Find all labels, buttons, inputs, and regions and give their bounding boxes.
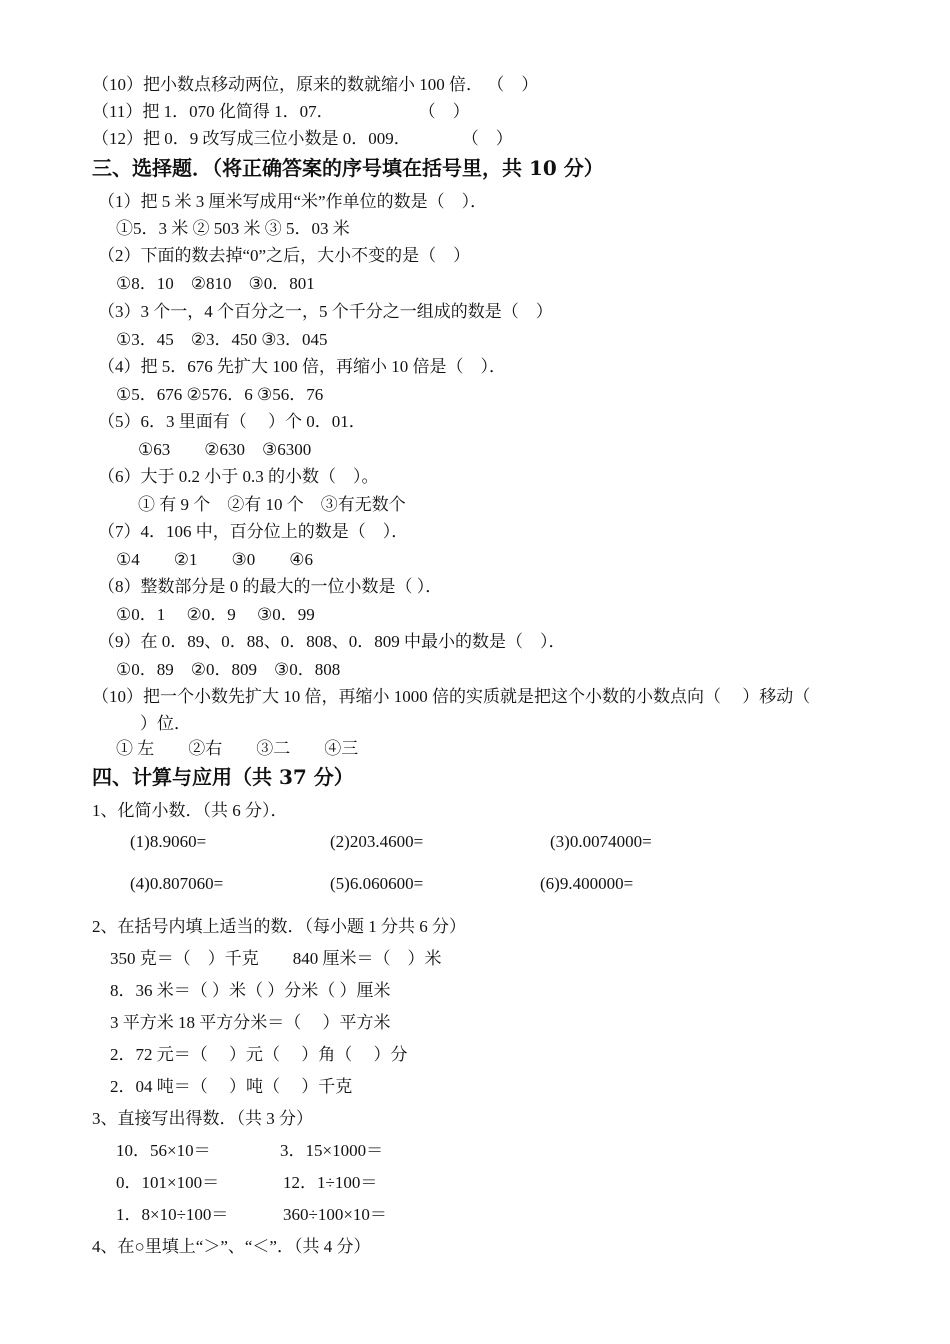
q3-10-options: ① 左 ②右 ③二 ④三 <box>116 739 359 758</box>
q4-2-title: 2、在括号内填上适当的数．（每小题 1 分共 6 分） <box>92 917 466 936</box>
q3-2-options: ①8．10 ②810 ③0．801 <box>116 274 315 293</box>
q3-1-text: （1）把 5 米 3 厘米写成用“米”作单位的数是（ ）． <box>98 192 488 211</box>
q4-2-line-1: 350 克＝（ ）千克 840 厘米＝（ ）米 <box>110 949 442 968</box>
q3-7-text: （7）4．106 中，百分位上的数是（ ）． <box>98 522 409 541</box>
q3-3-options: ①3．45 ②3．450 ③3．045 <box>116 330 328 349</box>
q4-1-item-2: (2)203.4600= <box>330 832 424 851</box>
q4-3-item-5: 1．8×10÷100＝ <box>116 1205 229 1224</box>
q4-2-line-4: 2．72 元＝（ ）元（ ）角（ ）分 <box>110 1045 408 1064</box>
q4-3-title: 3、直接写出得数．（共 3 分） <box>92 1109 313 1128</box>
q3-10-text: （10）把一个小数先扩大 10 倍，再缩小 1000 倍的实质就是把这个小数的小数点向（ ）移动（ <box>92 687 811 706</box>
judge-item-12: （12）把 0．9 改写成三位小数是 0．009． （ ） <box>92 129 513 148</box>
q4-1-item-1: (1)8.9060= <box>130 832 207 851</box>
q4-3-item-3: 0．101×100＝ <box>116 1173 220 1192</box>
q4-2-line-2: 8．36 米＝（ ）米（ ）分米（ ）厘米 <box>110 981 391 1000</box>
q4-3-item-4: 12．1÷100＝ <box>283 1173 378 1192</box>
q3-1-options: ①5．3 米 ② 503 米 ③ 5．03 米 <box>116 219 350 238</box>
q4-1-item-4: (4)0.807060= <box>130 874 224 893</box>
q3-4-options: ①5．676 ②576．6 ③56．76 <box>116 385 324 404</box>
q3-8-text: （8）整数部分是 0 的最大的一位小数是（ ）． <box>98 577 443 596</box>
q3-6-text: （6）大于 0.2 小于 0.3 的小数（ ）。 <box>98 467 379 486</box>
q3-10-text-cont: ）位． <box>140 714 191 733</box>
q3-7-options: ①4 ②1 ③0 ④6 <box>116 550 313 569</box>
q4-1-title: 1、化简小数．（共 6 分）． <box>92 801 288 820</box>
q4-2-line-5: 2．04 吨＝（ ）吨（ ）千克 <box>110 1077 353 1096</box>
q4-1-item-3: (3)0.0074000= <box>550 832 652 851</box>
q4-3-item-1: 10．56×10＝ <box>116 1141 211 1160</box>
q4-3-item-2: 3．15×1000＝ <box>280 1141 384 1160</box>
q4-4-title: 4、在○里填上“＞”、“＜”．（共 4 分） <box>92 1237 371 1256</box>
q4-2-line-3: 3 平方米 18 平方分米＝（ ）平方米 <box>110 1013 391 1032</box>
section-3-heading: 三、选择题．（将正确答案的序号填在括号里，共 10 分） <box>92 156 604 180</box>
q3-9-text: （9）在 0．89、0．88、0．808、0．809 中最小的数是（ ）． <box>98 632 566 651</box>
q3-6-options: ① 有 9 个 ②有 10 个 ③有无数个 <box>138 495 406 514</box>
q3-5-options: ①63 ②630 ③6300 <box>138 440 312 459</box>
q3-3-text: （3）3 个一，4 个百分之一，5 个千分之一组成的数是（ ） <box>98 302 553 321</box>
q3-5-text: （5）6．3 里面有（ ）个 0．01． <box>98 412 366 431</box>
q4-3-item-6: 360÷100×10＝ <box>283 1205 387 1224</box>
q3-8-options: ①0．1 ②0．9 ③0．99 <box>116 605 315 624</box>
q3-4-text: （4）把 5．676 先扩大 100 倍，再缩小 10 倍是（ ）． <box>98 357 506 376</box>
judge-item-10: （10）把小数点移动两位，原来的数就缩小 100 倍． （ ） <box>92 75 539 94</box>
q4-1-item-6: (6)9.400000= <box>540 874 634 893</box>
q3-2-text: （2）下面的数去掉“0”之后，大小不变的是（ ） <box>98 246 471 265</box>
section-4-heading: 四、计算与应用（共 37 分） <box>92 765 354 789</box>
judge-item-11: （11）把 1．070 化简得 1．07． （ ） <box>92 102 470 121</box>
q4-1-item-5: (5)6.060600= <box>330 874 424 893</box>
q3-9-options: ①0．89 ②0．809 ③0．808 <box>116 660 341 679</box>
